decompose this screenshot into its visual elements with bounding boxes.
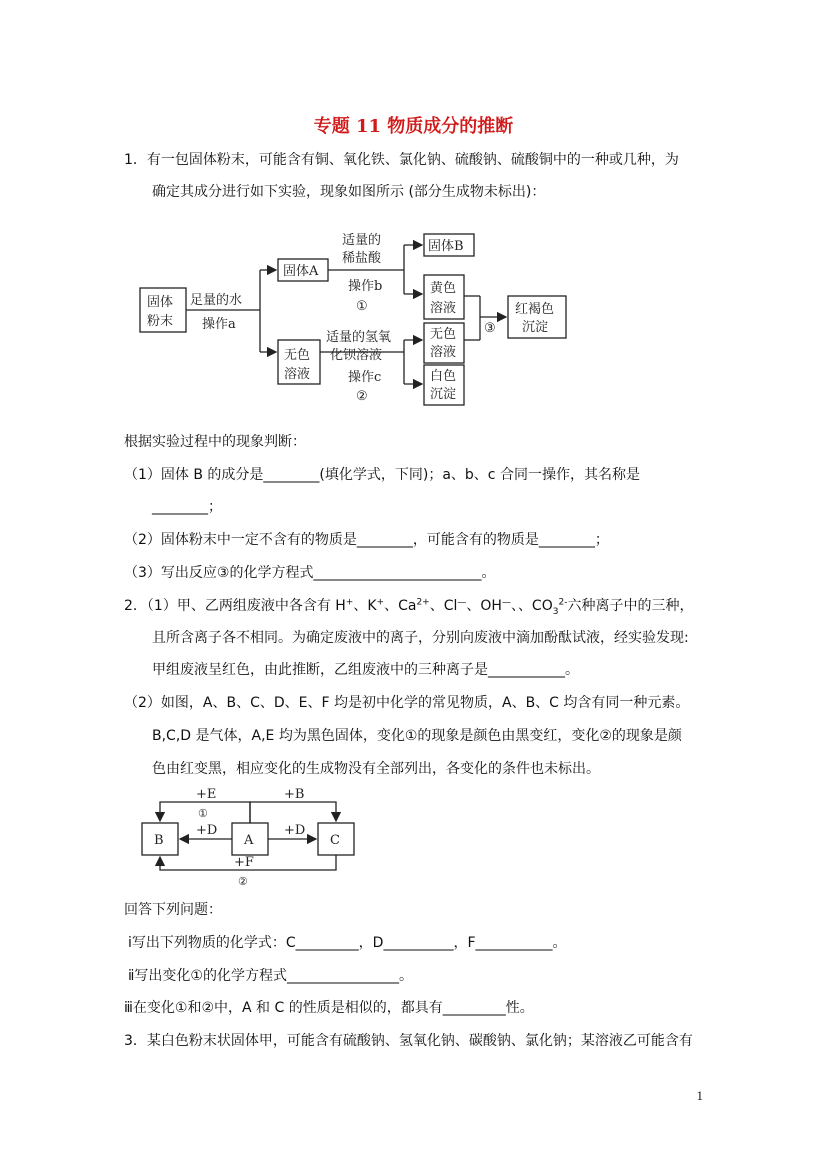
q2-sub-ii: ⅱ写出变化①的化学方程式________________。 [128,968,413,984]
label-colorless2-1: 无色 [430,327,457,342]
label-plus-f: +F [234,855,254,870]
label-step-a-1: 足量的水 [190,293,243,308]
q1-part1a: （1）固体 B 的成分是________(填化学式，下同)；a、b、c 合同一操作，其名称是 [124,467,640,483]
label-b: B [154,833,164,848]
label-step3: ③ [484,321,496,336]
label-plus-e: +E [196,787,217,802]
label-circle-1: ① [198,807,208,820]
q2-line3: 甲组废液呈红色，由此推断，乙组废液中的三种离子是___________。 [152,662,579,678]
label-c: C [330,833,340,848]
label-yellow-2: 溶液 [430,301,457,316]
label-redbrown-1: 红褐色 [515,302,555,317]
label-baoh-1: 适量的氢氧 [326,330,392,345]
label-white-1: 白色 [430,369,457,384]
q1-stem-line2: 确定其成分进行如下实验，现象如图所示 (部分生成物未标出)： [152,184,546,200]
label-baoh-2: 化钡溶液 [330,348,383,363]
label-plus-b: +B [284,787,305,802]
q2-line1: 2．（1）甲、乙两组废液中各含有 H+、K+、$Ca^{2+}$、Cl—、OH—、、$CO_3^{2-}$六种离子中的三种， [124,597,694,617]
label-redbrown-2: 沉淀 [522,320,549,335]
label-colorless2-2: 溶液 [430,345,457,360]
label-op-b-num: ① [356,299,368,314]
label-white-2: 沉淀 [430,387,457,402]
label-colorless-2: 溶液 [284,367,311,382]
label-step-a-2: 操作a [202,317,236,332]
page-number: 1 [696,1088,703,1103]
q2-sub-i: ⅰ写出下列物质的化学式：C_________，D__________，F___________。 [128,935,567,951]
label-plus-d-2: +D [284,823,306,838]
label-op-c: 操作c [348,370,382,385]
label-yellow-1: 黄色 [430,281,457,296]
q2-line6: 色由红变黑，相应变化的生成物没有全部列出，各变化的条件也未标出。 [152,761,600,777]
label-circle-2: ② [238,875,248,888]
label-colorless-1: 无色 [284,348,311,363]
q2-answer-heading: 回答下列问题： [124,902,222,918]
q2-line5: B,C,D 是气体，A,E 均为黑色固体，变化①的现象是颜色由黑变红，变化②的现象是颜 [152,728,682,744]
label-plus-d-1: +D [196,823,218,838]
q2-line2: 且所含离子各不相同。为确定废液中的离子，分别向废液中滴加酚酞试液，经实验发现: [152,630,689,646]
page-title: 专题 11 物质成分的推断 [313,116,514,137]
q1-stem-line1: 1．有一包固体粉末，可能含有铜、氧化铁、氯化钠、硫酸钠、硫酸铜中的一种或几种，为 [124,152,679,168]
q2-line4: （2）如图，A、B、C、D、E、F 均是初中化学的常见物质，A、B、C 均含有同一种元素。 [124,695,690,711]
label-solid-a: 固体A [283,264,319,279]
label-op-b: 操作b [348,279,383,294]
q3-line1: 3．某白色粉末状固体甲，可能含有硫酸钠、氢氧化钠、碳酸钠、氯化钠；某溶液乙可能含有 [124,1033,693,1049]
label-acid-1: 适量的 [342,233,382,248]
label-acid-2: 稀盐酸 [342,251,382,266]
label-start-2: 粉末 [147,314,174,329]
q1-part3: （3）写出反应③的化学方程式________________________。 [124,565,496,581]
label-op-c-num: ② [356,389,368,404]
label-solid-b: 固体B [428,239,464,254]
label-start-1: 固体 [147,295,174,310]
q2-relation-diagram [138,786,368,890]
q1-part1b: ________； [152,499,222,515]
q1-part2: （2）固体粉末中一定不含有的物质是________，可能含有的物质是________； [124,532,609,548]
q2-sub-iii: ⅲ在变化①和②中，A 和 C 的性质是相似的，都具有_________性。 [124,1000,534,1016]
label-a: A [244,833,254,848]
q1-judge: 根据实验过程中的现象判断： [124,434,306,450]
q1-flow-diagram [138,228,578,408]
